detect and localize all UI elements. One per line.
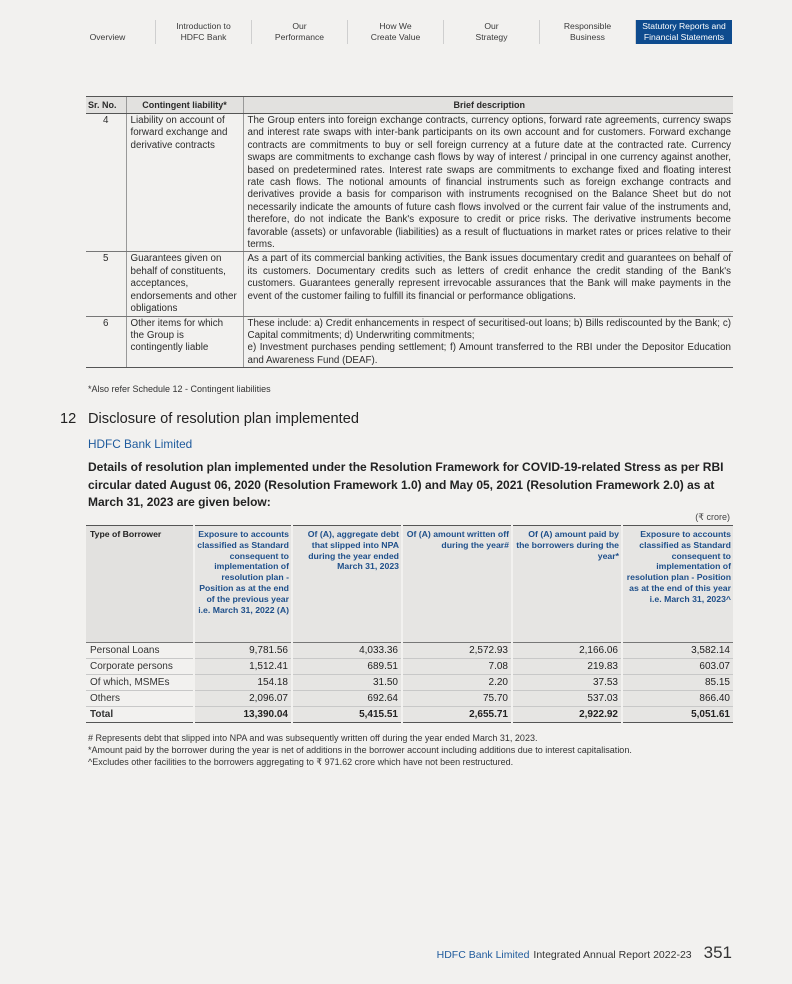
value-cell: 866.40 bbox=[622, 691, 733, 707]
value-cell: 692.64 bbox=[292, 691, 402, 707]
total-row bbox=[86, 707, 733, 723]
nav-tab-create-value[interactable]: How We Create Value bbox=[348, 20, 444, 44]
table-row bbox=[86, 114, 733, 252]
value-cell: 2,572.93 bbox=[402, 643, 512, 659]
liability-description bbox=[243, 316, 733, 368]
borrower-type: Others bbox=[86, 691, 194, 707]
table-row bbox=[86, 675, 733, 691]
liability-name: Other items for which the Group is contingently liable bbox=[126, 316, 243, 368]
value-cell: 154.18 bbox=[194, 675, 292, 691]
value-cell: 3,582.14 bbox=[622, 643, 733, 659]
liability-description: As a part of its commercial banking activities, the Bank issues documentary credit and guarantees on behalf of its customers. Documentary credits such as letters of credit enhance the credit standing of the Bank's customers. Guarantees generally represent irrevocable assurances that the Bank will make payments in the event of the customer failing to fulfill its financial or performance obligations. bbox=[243, 252, 733, 316]
liability-description: The Group enters into foreign exchange contracts, currency options, forward rate agreements, currency swaps and interest rate swaps with inter-bank participants on its own account and for customers. Forward exchange contracts are commitments to buy or sell foreign currency at a future date at the contracted rate. Currency swaps are commitments to exchange cash flows by way of interest / principal in one currency against another, based on predetermined rates. Interest rate swaps are commitments to exchange fixed and floating interest rate cash flows. The notional amounts of financial instruments such as foreign exchange contracts and derivatives provide a basis for comparison with instruments recognised on the Balance Sheet but do not necessarily indicate the amounts of future cash flows involved or the current fair value of the instruments and, therefore, do not indicate the Bank's exposure to credit or price risks. The derivative instruments become favorable (assets) or unfavorable (liabilities) as a result of fluctuations in market rates or prices relative to their terms. bbox=[243, 114, 733, 252]
header-written-off: Of (A) amount written off during the year# bbox=[402, 526, 512, 643]
value-cell: 689.51 bbox=[292, 659, 402, 675]
borrower-type: Personal Loans bbox=[86, 643, 194, 659]
contingent-liability-table bbox=[86, 96, 733, 368]
nav-tab-responsible-business[interactable]: Responsible Business bbox=[540, 20, 636, 44]
value-cell: 31.50 bbox=[292, 675, 402, 691]
nav-tab-overview[interactable]: Overview bbox=[60, 20, 156, 44]
footnote: ^Excludes other facilities to the borrowers aggregating to ₹ 971.62 crore which have not been restructured. bbox=[88, 756, 514, 767]
value-cell: 5,415.51 bbox=[292, 707, 402, 723]
top-nav bbox=[60, 20, 732, 44]
page-number: 351 bbox=[703, 943, 732, 962]
value-cell: 603.07 bbox=[622, 659, 733, 675]
header-amount-paid: Of (A) amount paid by the borrowers during the year* bbox=[512, 526, 622, 643]
footnote: *Amount paid by the borrower during the year is net of additions in the borrower account including additions due to interest capitalisation. bbox=[88, 744, 632, 755]
value-cell: 537.03 bbox=[512, 691, 622, 707]
header-brief-description: Brief description bbox=[243, 97, 733, 114]
value-cell: 5,051.61 bbox=[622, 707, 733, 723]
value-cell: 85.15 bbox=[622, 675, 733, 691]
contingent-footnote: *Also refer Schedule 12 - Contingent liabilities bbox=[88, 384, 271, 394]
table-row bbox=[86, 316, 733, 368]
table-row bbox=[86, 691, 733, 707]
value-cell: 37.53 bbox=[512, 675, 622, 691]
liability-name: Liability on account of forward exchange and derivative contracts bbox=[126, 114, 243, 252]
resolution-footnotes bbox=[88, 733, 632, 768]
nav-tab-statutory-reports[interactable]: Statutory Reports and Financial Statements bbox=[636, 20, 732, 44]
value-cell: 13,390.04 bbox=[194, 707, 292, 723]
value-cell: 2.20 bbox=[402, 675, 512, 691]
resolution-plan-table bbox=[86, 525, 733, 723]
header-sr-no: Sr. No. bbox=[86, 97, 126, 114]
section-title: Disclosure of resolution plan implemented bbox=[88, 411, 359, 427]
value-cell: 75.70 bbox=[402, 691, 512, 707]
value-cell: 2,166.06 bbox=[512, 643, 622, 659]
sr-number: 5 bbox=[86, 252, 126, 316]
header-exposure-this-year: Exposure to accounts classified as Standard consequent to implementation of resolution plan - Position as at the end of this year i.e. March 31, 2023^ bbox=[622, 526, 733, 643]
sr-number: 4 bbox=[86, 114, 126, 252]
footnote: # Represents debt that slipped into NPA and was subsequently written off during the year ended March 31, 2023. bbox=[88, 733, 538, 743]
borrower-type: Total bbox=[86, 707, 194, 723]
value-cell: 219.83 bbox=[512, 659, 622, 675]
value-cell: 2,655.71 bbox=[402, 707, 512, 723]
table-row bbox=[86, 659, 733, 675]
value-cell: 9,781.56 bbox=[194, 643, 292, 659]
header-type-of-borrower: Type of Borrower bbox=[86, 526, 194, 643]
nav-tab-introduction[interactable]: Introduction to HDFC Bank bbox=[156, 20, 252, 44]
section-subtitle: HDFC Bank Limited bbox=[88, 437, 193, 451]
section-number: 12 bbox=[60, 411, 77, 427]
section-paragraph: Details of resolution plan implemented under the Resolution Framework for COVID-19-related Stress as per RBI circular dated August 06, 2020 (Resolution Framework 1.0) and May 05, 2021 (Resolution Framework 2.0) as at March 31, 2023 are given below: bbox=[88, 460, 724, 509]
liability-name: Guarantees given on behalf of constituents, acceptances, endorsements and other obligations bbox=[126, 252, 243, 316]
value-cell: 2,096.07 bbox=[194, 691, 292, 707]
currency-unit: (₹ crore) bbox=[695, 512, 730, 522]
table-row bbox=[86, 252, 733, 316]
footer-report-title: Integrated Annual Report 2022-23 bbox=[533, 949, 692, 961]
header-slipped-into-npa: Of (A), aggregate debt that slipped into NPA during the year ended March 31, 2023 bbox=[292, 526, 402, 643]
borrower-type: Of which, MSMEs bbox=[86, 675, 194, 691]
nav-tab-strategy[interactable]: Our Strategy bbox=[444, 20, 540, 44]
page-footer bbox=[437, 943, 732, 963]
value-cell: 4,033.36 bbox=[292, 643, 402, 659]
value-cell: 7.08 bbox=[402, 659, 512, 675]
header-contingent-liability: Contingent liability* bbox=[126, 97, 243, 114]
value-cell: 2,922.92 bbox=[512, 707, 622, 723]
description-part-2: e) Investment purchases pending settlement; f) Amount transferred to the RBI under the Depositor Education and Awareness Fund (DEAF). bbox=[247, 342, 731, 366]
value-cell: 1,512.41 bbox=[194, 659, 292, 675]
table-row bbox=[86, 643, 733, 659]
section-heading bbox=[60, 411, 359, 427]
footer-brand: HDFC Bank Limited bbox=[436, 949, 530, 961]
sr-number: 6 bbox=[86, 316, 126, 368]
nav-tab-performance[interactable]: Our Performance bbox=[252, 20, 348, 44]
borrower-type: Corporate persons bbox=[86, 659, 194, 675]
header-exposure-previous-year: Exposure to accounts classified as Standard consequent to implementation of resolution plan - Position as at the end of the previous year i.e. March 31, 2022 (A) bbox=[194, 526, 292, 643]
description-part-1: These include: a) Credit enhancements in respect of securitised-out loans; b) Bills rediscounted by the Bank; c) Capital commitments; d) Underwriting commitments; bbox=[247, 317, 731, 341]
